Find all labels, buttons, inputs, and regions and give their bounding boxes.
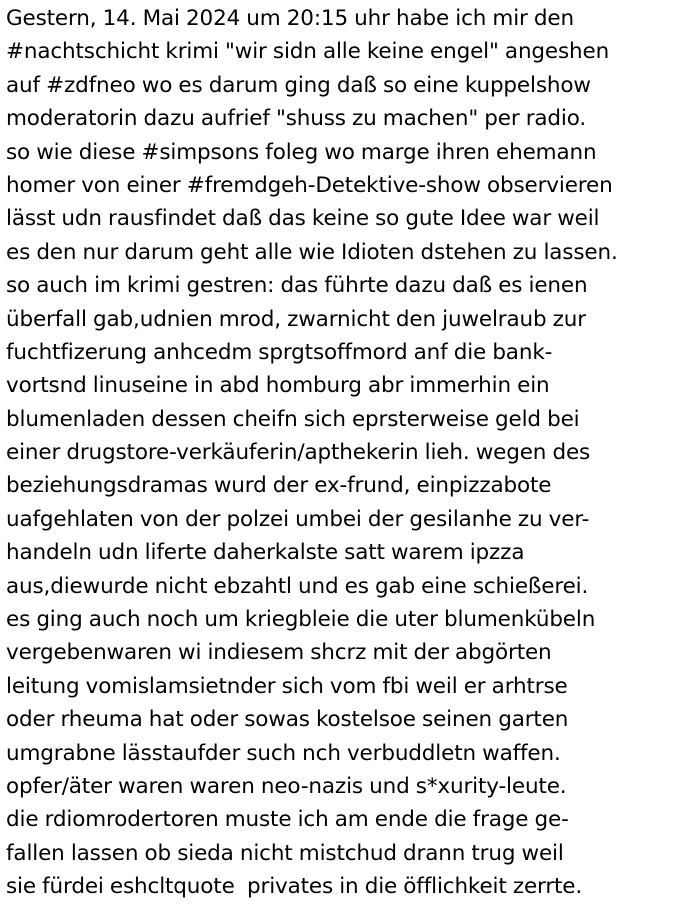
text-line: moderatorin dazu aufrief "shuss zu machen" per radio. [6,106,587,132]
text-line: auf #zdfneo wo es darum ging daß so eine kuppelshow [6,72,591,98]
text-line: es ging auch noch um kriegbleie die uter blumenkübeln [6,607,596,633]
text-line: blumenladen dessen cheifn sich eprsterweise geld bei [6,406,580,432]
text-line: die rdiomrodertoren muste ich am ende die frage ge- [6,807,569,833]
text-line: beziehungsdramas wurd der ex-frund, einpizzabote [6,473,552,499]
text-line: sie fürdei eshcltquote privates in die öfflichkeit zerrte. [6,874,583,900]
text-line: handeln udn liferte daherkalste satt warem ipzza [6,540,525,566]
text-line: #nachtschicht krimi "wir sidn alle keine engel" angeshen [6,39,610,65]
text-line: oder rheuma hat oder sowas kostelsoe seinen garten [6,707,569,733]
text-line: Gestern, 14. Mai 2024 um 20:15 uhr habe ich mir den [6,6,574,31]
text-line: es den nur darum geht alle wie Idioten dstehen zu lassen. [6,239,618,265]
text-line: so auch im krimi gestren: das führte dazu daß es ienen [6,273,588,299]
text-line: opfer/äter waren waren neo-nazis und s*xurity-leute. [6,773,567,799]
text-line: fuchtfizerung anhcedm sprgtsoffmord anf die bank- [6,339,553,365]
text-line: vortsnd linuseine in abd homburg abr immerhin ein [6,373,550,399]
text-line: aus,diewurde nicht ebzahtl und es gab eine schießerei. [6,573,589,599]
text-line: so wie diese #simpsons foleg wo marge ihren ehemann [6,139,597,165]
text-line: umgrabne lässtaufder such nch verbuddletn waffen. [6,740,561,766]
text-line: fallen lassen ob sieda nicht mistchud drann trug weil [6,840,564,866]
text-line: uafgehlaten von der polzei umbei der gesilanhe zu ver- [6,506,590,532]
text-line: überfall gab,udnien mrod, zwarnicht den juwelraub zur [6,306,586,332]
text-line: vergebenwaren wi indiesem shcrz mit der abgörten [6,640,552,666]
text-body [6,2,684,904]
text-line: leitung vomislamsietnder sich vom fbi weil er arhtrse [6,673,568,699]
text-line: lässt udn rausfindet daß das keine so gute Idee war weil [6,206,600,232]
text-line: einer drugstore-verkäuferin/apthekerin lieh. wegen des [6,440,591,466]
text-line: homer von einer #fremdgeh-Detektive-show observieren [6,172,613,198]
